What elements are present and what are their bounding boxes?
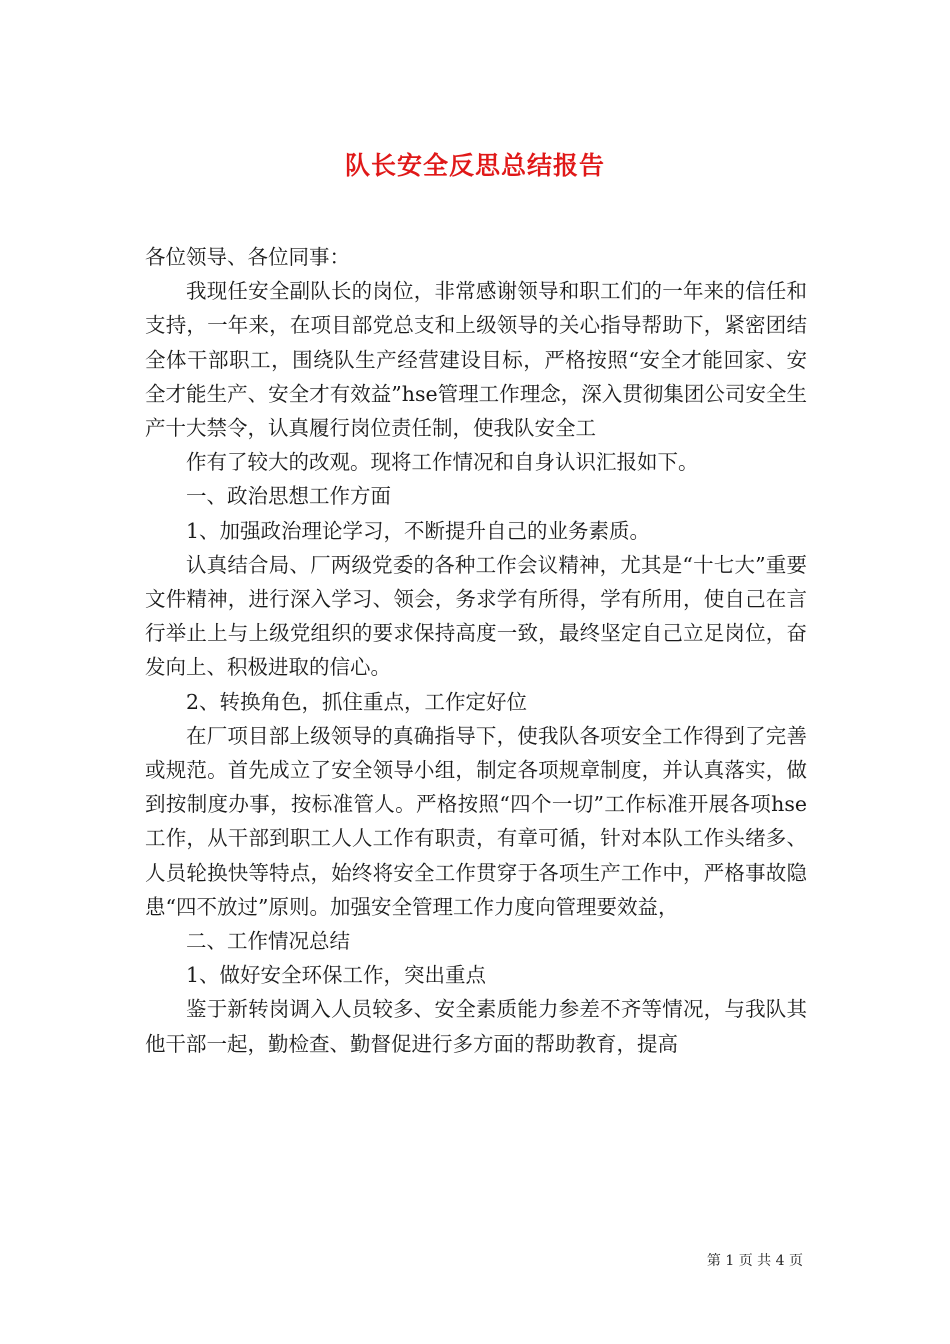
paragraph: 在厂项目部上级领导的真确指导下，使我队各项安全工作得到了完善或规范。首先成立了安全领导小组，制定各项规章制度，并认真落实，做到按制度办事，按标准管人。严格按照“四个一切”工作标准开展各项hse工作，从干部到职工人人工作有职责，有章可循，针对本队工作头绪多、人员轮换快等特点，始终将安全工作贯穿于各项生产工作中，严格事故隐患“四不放过”原则。加强安全管理工作力度向管理要效益， (145, 723, 807, 919)
paragraph: 作有了较大的改观。现将工作情况和自身认识汇报如下。 (186, 450, 699, 475)
salutation: 各位领导、各位同事： (145, 245, 350, 269)
page-number-footer: 第 1 页 共 4 页 (706, 1253, 803, 1269)
paragraph: 认真结合局、厂两级党委的各种工作会议精神，尤其是“十七大”重要文件精神，进行深入学习、领会，务求学有所得，学有所用，使自己在言行举止上与上级党组织的要求保持高度一致，最终坚定自己立足岗位，奋发向上、积极进取的信心。 (145, 552, 807, 680)
section-heading: 一、政治思想工作方面 (186, 484, 391, 509)
paragraph: 鉴于新转岗调入人员较多、安全素质能力参差不齐等情况，与我队其他干部一起，勤检查、勤督促进行多方面的帮助教育，提高 (145, 997, 807, 1056)
subsection-heading: 2、转换角色，抓住重点，工作定好位 (186, 689, 528, 714)
section-heading: 二、工作情况总结 (186, 929, 350, 954)
paragraph: 我现任安全副队长的岗位，非常感谢领导和职工们的一年来的信任和支持，一年来，在项目部党总支和上级领导的关心指导帮助下，紧密团结全体干部职工，围绕队生产经营建设目标，严格按照“安全才能回家、安全才能生产、安全才有效益”hse管理工作理念，深入贯彻集团公司安全生产十大禁令，认真履行岗位责任制，使我队安全工 (145, 279, 807, 441)
page-title: 队长安全反思总结报告 (344, 150, 605, 180)
subsection-heading: 1、做好安全环保工作，突出重点 (186, 963, 487, 988)
subsection-heading: 1、加强政治理论学习，不断提升自己的业务素质。 (186, 518, 651, 543)
document-body (145, 240, 807, 1061)
